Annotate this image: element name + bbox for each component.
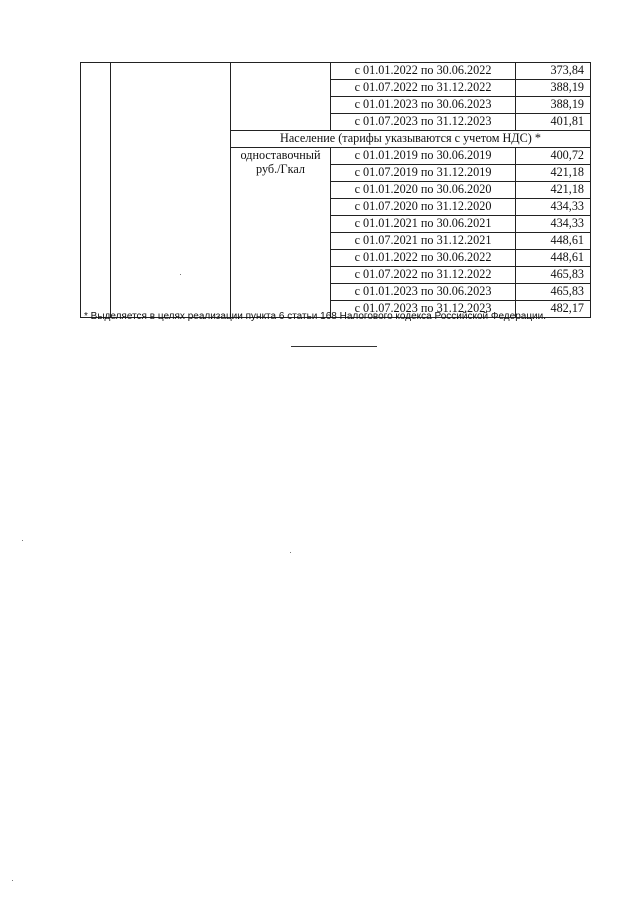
tariff-value-cell: 421,18 [516,182,591,199]
end-separator-line [291,346,377,347]
tariff-value-cell: 482,17 [516,301,591,318]
tariff-table [80,62,591,318]
tariff-value-cell: 421,18 [516,165,591,182]
tariff-table-body [81,63,591,318]
period-cell: с 01.01.2019 по 30.06.2019 [331,148,516,165]
org-col-cell [111,63,231,318]
scan-speck [290,552,291,553]
scan-speck [22,540,23,541]
tariff-value-cell: 434,33 [516,216,591,233]
tariff-value-cell: 388,19 [516,97,591,114]
tariff-value-cell: 465,83 [516,284,591,301]
period-cell: с 01.07.2023 по 31.12.2023 [331,301,516,318]
tariff-value-cell: 373,84 [516,63,591,80]
tariff-value-cell: 388,19 [516,80,591,97]
period-cell: с 01.01.2022 по 30.06.2022 [331,63,516,80]
num-col-cell [81,63,111,318]
period-cell: с 01.07.2023 по 31.12.2023 [331,114,516,131]
tariff-value-cell: 401,81 [516,114,591,131]
tariff-value-cell: 465,83 [516,267,591,284]
period-cell: с 01.01.2023 по 30.06.2023 [331,284,516,301]
vat-footnote: * Выделяется в целях реализации пункта 6 статьи 168 Налогового кодекса Российской Федерации. [84,311,547,322]
period-cell: с 01.07.2020 по 31.12.2020 [331,199,516,216]
period-cell: с 01.01.2021 по 30.06.2021 [331,216,516,233]
period-cell: с 01.07.2021 по 31.12.2021 [331,233,516,250]
period-cell: с 01.01.2023 по 30.06.2023 [331,97,516,114]
period-cell: с 01.07.2022 по 31.12.2022 [331,267,516,284]
tariff-value-cell: 400,72 [516,148,591,165]
scan-speck [12,880,13,881]
tariff-value-cell: 448,61 [516,233,591,250]
table-row [81,63,591,80]
period-cell: с 01.01.2022 по 30.06.2022 [331,250,516,267]
period-cell: с 01.07.2019 по 31.12.2019 [331,165,516,182]
tariff-type-cell [231,63,331,131]
tariff-value-cell: 434,33 [516,199,591,216]
scan-speck [180,274,181,275]
tariff-value-cell: 448,61 [516,250,591,267]
period-cell: с 01.07.2022 по 31.12.2022 [331,80,516,97]
tariff-type-label: одноставочный руб./Гкал [231,148,331,318]
period-cell: с 01.01.2020 по 30.06.2020 [331,182,516,199]
population-section-header: Население (тарифы указываются с учетом НДС) * [231,131,591,148]
